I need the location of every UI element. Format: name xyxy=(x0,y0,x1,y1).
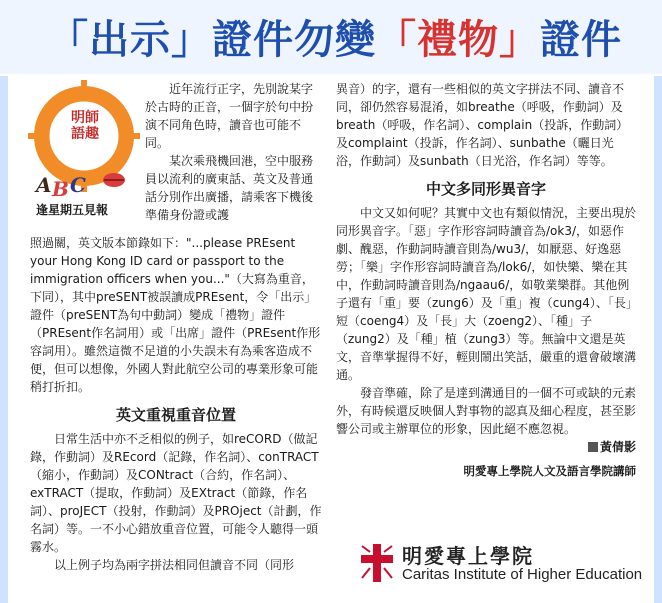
paragraph: 某次乘飛機回港，空中服務員以流利的廣東話、英文及普通話分別作出廣播，請乘客下機後準備身份證或護 xyxy=(145,154,314,222)
left-main-column xyxy=(30,234,322,574)
badge-abc-a: A xyxy=(36,173,52,197)
column-badge xyxy=(28,80,140,208)
paragraph: 照過關，英文版本節錄如下："...please PREsent your Hong Kong ID card or passport to the immigration officers when you..."（大寫為重音，下同），其中preSENT被誤讀成PREsent，令「出示」證件（preSENT為句中動詞）變成「禮物」證件（PREsent作名詞用）或「出席」證件（PREsent作形容詞用）。雖然這微不足道的小失誤未有為乘客造成不便，但可以想像，外國人對此航空公司的專業形象可能稍打折扣。 xyxy=(30,236,321,394)
headline-part-2: 勿 xyxy=(294,16,335,63)
caritas-logo xyxy=(358,540,648,588)
paragraph: 中文又如何呢？其實中文也有類似情況，主要出現於同形異音字。「惡」字作形容詞時讀音為/ok3/，如惡作劇、醜惡，作動詞時讀音則為/wu3/，如厭惡、好逸惡勞；「樂」字作形容詞時讀音為/lok6/，如快樂、樂在其中，作動詞時讀音則為/ngaau6/，如敬業樂群。其他例子還有「重」要（zung6）及「重」複（cung4）、「長」短（coeng4）及「長」大（zoeng2）、「種」子（zung2）及「種」植（zung3）等。無論中文還是英文，音準掌握得不好，輕則鬧出笑話，嚴重的還會破壞溝通。 xyxy=(336,206,637,382)
section-heading-chinese: 中文多同形異音字 xyxy=(425,180,546,198)
headline-part-5: 證件 xyxy=(540,16,622,63)
headline-part-1: 「出示」證件 xyxy=(48,16,294,63)
section-heading-english: 英文重視重音位置 xyxy=(115,406,236,424)
article-headline xyxy=(30,8,640,64)
left-border xyxy=(0,76,8,603)
badge-abc-c: C xyxy=(70,173,86,197)
badge-graphic xyxy=(28,80,140,208)
paragraph: 近年流行正字，先別說某字於古時的正音，一個字於句中扮演不同角色時，讀音也可能不同。 xyxy=(145,82,314,150)
headline-part-3: 變 xyxy=(335,16,376,63)
paragraph: 發音準確，除了是達到溝通目的一個不可或缺的元素外，有時候還反映個人對事物的認真及細心程度，甚至影響公司或主辦單位的形象，因此絕不應忽視。 xyxy=(336,386,637,436)
headline-part-4: 「禮物」 xyxy=(376,16,540,63)
caritas-cross-icon xyxy=(358,542,396,584)
left-top-column xyxy=(145,80,321,224)
author-affiliation: 明愛專上學院人文及語言學院講師 xyxy=(463,464,636,478)
logo-chinese-name: 明愛專上學院 xyxy=(402,544,534,568)
paragraph: 異音）的字，還有一些相似的英文字拼法不同、讀音不同，卻仍然容易混淆，如breathe（呼吸，作動詞）及breath（呼吸，作名詞）、complain（投訴，作動詞）及complaint（投訴，作名詞）、sunbathe（曬日光浴，作動詞）及sunbath（日光浴，作名詞）等等。 xyxy=(336,82,629,168)
badge-line-2: 語趣 xyxy=(71,126,99,142)
paragraph: 日常生活中亦不乏相似的例子，如reCORD（做記錄，作動詞）及REcord（記錄，作名詞）、conTRACT（縮小，作動詞）及CONtract（合約，作名詞）、exTRACT（提取，作動詞）及EXtract（節錄，作名詞）、proJECT（投射，作動詞）及PROject（計劃，作名詞）等。一不小心錯放重音位置，可能令人聽得一頭霧水。 xyxy=(30,432,322,554)
author-name: 黃倩影 xyxy=(599,440,636,454)
badge-title xyxy=(58,110,112,142)
badge-line-1: 明師 xyxy=(71,110,99,126)
square-bullet-icon xyxy=(588,442,598,452)
right-column xyxy=(336,80,636,480)
paragraph: 以上例子均為兩字拼法相同但讀音不同（同形 xyxy=(54,558,295,572)
logo-english-name: Caritas Institute of Higher Education xyxy=(402,566,643,583)
badge-abc-b: B xyxy=(52,177,69,201)
right-border xyxy=(654,76,662,603)
author-line xyxy=(336,438,636,456)
publication-schedule: 逢星期五見報 xyxy=(36,203,109,217)
